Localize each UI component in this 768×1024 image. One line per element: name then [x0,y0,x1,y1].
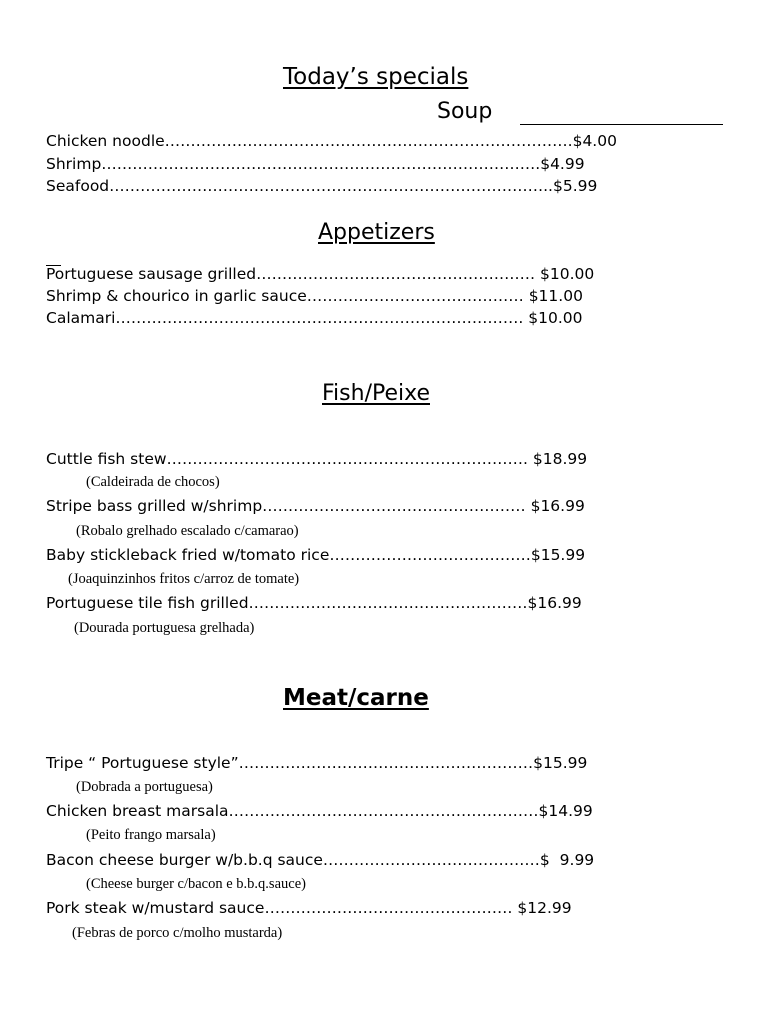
meat-item-pork-steak-translation: (Febras de porco c/molho mustarda) [72,925,283,941]
fish-item-stickleback-translation: (Joaquinzinhos fritos c/arroz de tomate) [68,571,300,587]
fish-item-cuttle-fish-translation: (Caldeirada de chocos) [86,474,220,490]
soup-item-shrimp: Shrimp………………………………………………………………………….$4.99 [46,155,585,173]
meat-item-tripe-translation: (Dobrada a portuguesa) [76,779,213,795]
fish-item-stripe-bass-translation: (Robalo grelhado escalado c/camarao) [76,523,299,539]
appetizer-item-calamari: Calamari……………………………………………………………………. $10.00 [46,309,583,327]
appetizer-item-shrimp-chourico: Shrimp & chourico in garlic sauce…………………………………… $11.00 [46,287,583,305]
soup-item-seafood: Seafood…………………………………………………………………………..$5.99 [46,177,598,195]
meat-item-chicken-marsala-translation: (Peito frango marsala) [86,827,216,843]
fish-item-tile-fish: Portuguese tile fish grilled………………………………………………$16.99 [46,594,582,612]
appetizer-item-sausage: Portuguese sausage grilled……………………………………………… $10.00 [46,265,595,283]
page-title: Today’s specials [283,64,469,90]
soup-heading: Soup [437,99,493,124]
meat-item-bacon-burger: Bacon cheese burger w/b.b.q sauce……………………………………$ 9.99 [46,851,595,869]
soup-heading-underline [520,124,723,125]
fish-item-stickleback: Baby stickleback fried w/tomato rice…………………………………$15.99 [46,546,586,564]
meat-item-pork-steak: Pork steak w/mustard sauce………………………………………… $12.99 [46,899,572,917]
soup-item-chicken-noodle: Chicken noodle…………………………………………………………………….$4.00 [46,132,617,150]
meat-item-bacon-burger-translation: (Cheese burger c/bacon e b.b.q.sauce) [86,876,306,892]
meat-item-tripe: Tripe “ Portuguese style”…………………………………………………$15.99 [46,754,588,772]
fish-item-cuttle-fish: Cuttle fish stew……………………………………………………………. $18.99 [46,450,588,468]
fish-heading: Fish/Peixe [322,381,430,406]
meat-heading: Meat/carne [283,685,429,711]
appetizers-heading: Appetizers [318,220,435,245]
fish-item-stripe-bass: Stripe bass grilled w/shrimp…………………………………………… $16.99 [46,497,585,515]
meat-item-chicken-marsala: Chicken breast marsala……………………………………………………$14.99 [46,802,593,820]
fish-item-tile-fish-translation: (Dourada portuguesa grelhada) [74,620,255,636]
